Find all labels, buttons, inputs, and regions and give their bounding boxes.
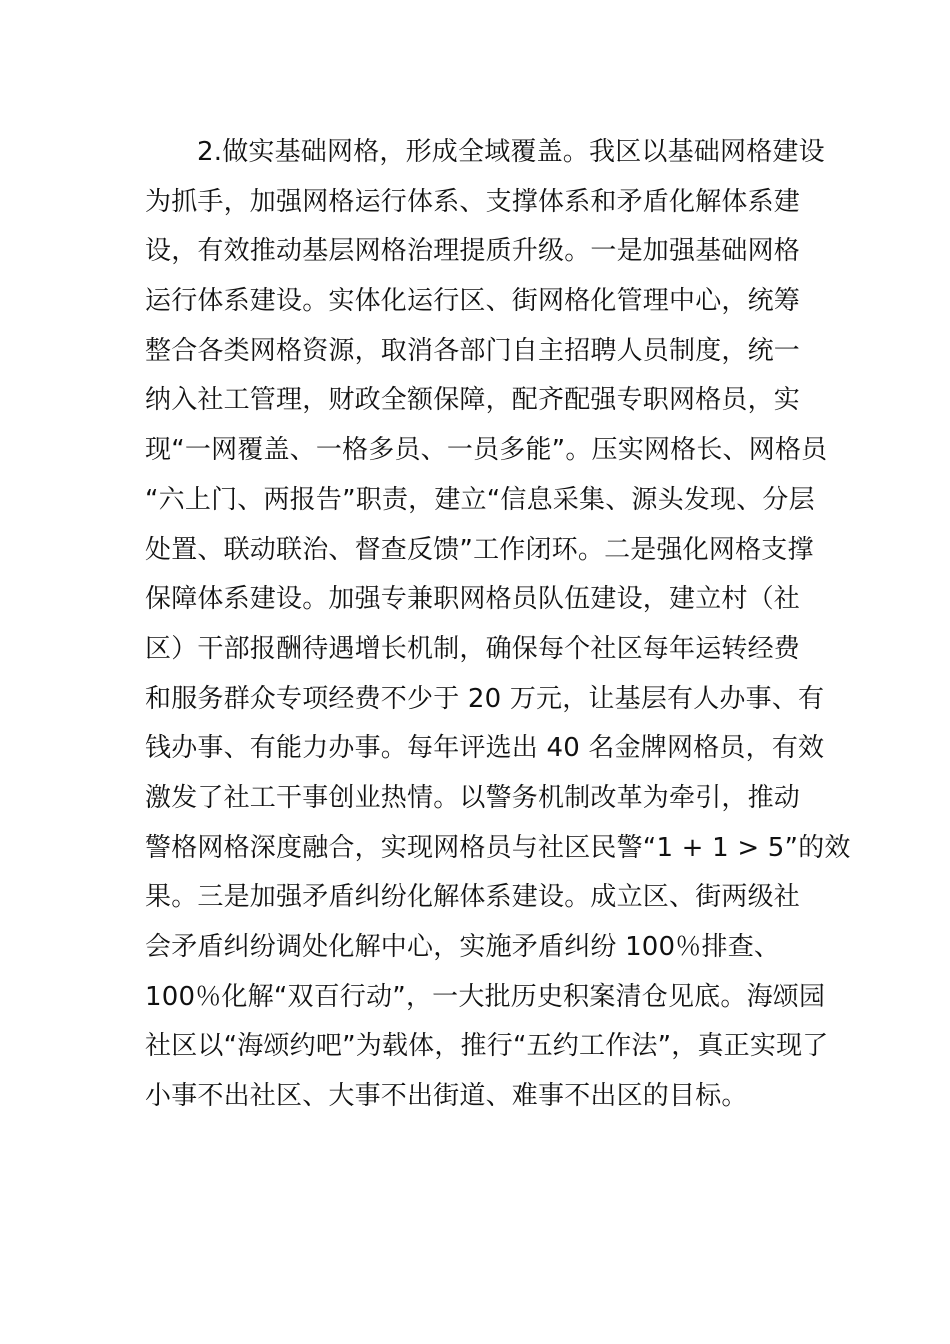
- paragraph-line: 社区以“海颂约吧”为载体，推行“五约工作法”，真正实现了: [145, 1031, 829, 1062]
- paragraph-line: “六上门、两报告”职责，建立“信息采集、源头发现、分层: [145, 484, 815, 515]
- paragraph-line: 和服务群众专项经费不少于 20 万元，让基层有人办事、有: [145, 683, 825, 714]
- paragraph-line: 激发了社工干事创业热情。以警务机制改革为牵引，推动: [145, 782, 801, 813]
- paragraph-line: 100％化解“双百行动”，一大批历史积案清仓见底。海颂园: [145, 981, 826, 1012]
- paragraph-line: 警格网格深度融合，实现网格员与社区民警“1 + 1 > 5”的效: [145, 832, 851, 863]
- paragraph-line: 设，有效推动基层网格治理提质升级。一是加强基础网格: [145, 236, 801, 267]
- paragraph-line: 处置、联动联治、督查反馈”工作闭环。二是强化网格支撑: [145, 534, 814, 565]
- paragraph-line: 运行体系建设。实体化运行区、街网格化管理中心，统筹: [145, 286, 801, 317]
- paragraph-line: 钱办事、有能力办事。每年评选出 40 名金牌网格员，有效: [145, 733, 825, 764]
- paragraph-line: 区）干部报酬待遇增长机制，确保每个社区每年运转经费: [145, 633, 801, 664]
- paragraph-line: 保障体系建设。加强专兼职网格员队伍建设，建立村（社: [145, 584, 801, 615]
- body-paragraph: [145, 128, 851, 1122]
- paragraph-line: 小事不出社区、大事不出街道、难事不出区的目标。: [145, 1081, 748, 1112]
- paragraph-line: 整合各类网格资源，取消各部门自主招聘人员制度，统一: [145, 335, 801, 366]
- paragraph-line: 现“一网覆盖、一格多员、一员多能”。压实网格长、网格员: [145, 435, 828, 466]
- paragraph-line: 果。三是加强矛盾纠纷化解体系建设。成立区、街两级社: [145, 882, 801, 913]
- paragraph-line: 纳入社工管理，财政全额保障，配齐配强专职网格员，实: [145, 385, 801, 416]
- paragraph-line: 会矛盾纠纷调处化解中心，实施矛盾纠纷 100％排查、: [145, 932, 781, 962]
- paragraph-line: 为抓手，加强网格运行体系、支撑体系和矛盾化解体系建: [145, 186, 801, 217]
- paragraph-line: 2.做实基础网格，形成全域覆盖。我区以基础网格建设: [197, 137, 825, 167]
